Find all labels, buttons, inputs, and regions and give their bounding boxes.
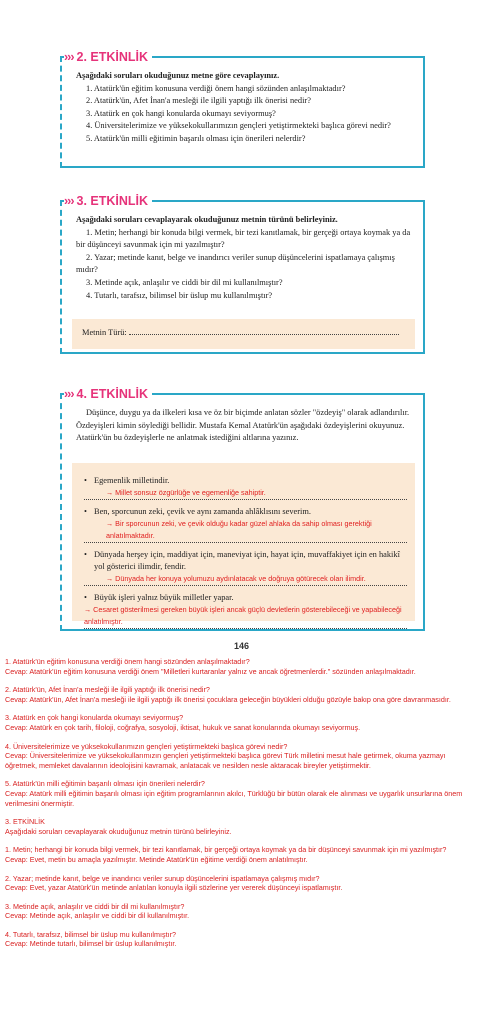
activity-3-body [76,214,413,302]
answer-text: Cevap: Atatürk milli eğitimin başarılı olması için eğitim programlarının akılcı, Türklüğü bir bütün olarak ele alınması ve uygarlık unsurlarına önem verilmesini önermiştir. [5,788,463,808]
question: 4. Tutarlı, tarafsız, bilimsel bir üslup mu kullanılmıştır? [86,290,273,300]
arrows-icon: ››› [64,194,74,208]
answer-question: 2. Yazar; metinde kanıt, belge ve inandırıcı veriler sunup düşüncelerini ispatlamaya çalışmış mıdır? [5,873,320,883]
question: 1. Atatürk'ün eğitim konusuna verdiği önem hangi sözünden anlaşılmaktadır? [86,83,346,93]
question: 3. Atatürk en çok hangi konularda okumayı seviyormuş? [86,108,276,118]
arrows-icon: ››› [64,50,74,64]
aphorism-panel [72,463,415,626]
question: 3. Metinde açık, anlaşılır ve ciddi bir dil mi kullanılmıştır? [86,277,283,287]
answer-question: 4. Üniversitelerimize ve yüksekokullarımızın gençleri yetiştirmekteki başlıca görevi nedir? [5,741,288,751]
aphorism-answer: → Bir sporcunun zeki, ve çevik olduğu kadar güzel ahlaka da sahip olması gerektiği anlatılmaktadır. [84,518,407,543]
answer-question: 3. Metinde açık, anlaşılır ve ciddi bir dil mi kullanılmıştır? [5,901,185,911]
aphorism-answer: → Millet sonsuz özgürlüğe ve egemenliğe sahiptir. [84,487,407,500]
activity-3-instruction: Aşağıdaki soruları cevaplayarak okuduğunuz metnin türünü belirleyiniz. [76,215,338,224]
answer-text: Cevap: Atatürk'ün eğitim konusuna verdiği önem "Milletleri kurtaranlar yalnız ve ancak öğretmenlerdir." sözünden anlaşılmaktadır. [5,666,416,676]
activity-2-box [60,50,425,168]
answer-instruction: Aşağıdaki soruları cevaplayarak okuduğunuz metnin türünü belirleyiniz. [5,826,232,836]
answer-question: 4. Tutarlı, tarafsız, bilimsel bir üslup mu kullanılmıştır? [5,929,176,939]
question: 5. Atatürk'ün milli eğitimin başarılı olması için önerileri nelerdir? [86,133,306,143]
answer-text: Cevap: Atatürk en çok tarih, filoloji, coğrafya, sosyoloji, iktisat, hukuk ve sanat konularında okumayı seviyormuş. [5,722,361,732]
aphorism-answer: → Cesaret gösterilmesi gereken büyük işleri ancak güçlü devletlerin gösterebileceği ve yapabileceği anlatılmıştır. [84,604,407,629]
activity-4-intro: Düşünce, duygu ya da ilkeleri kısa ve öz bir biçimde anlatan sözler "özdeyiş" olarak adlandırılır. Özdeyişleri kimin söylediği bellidir. Mustafa Kemal Atatürk'ün aşağıdaki özdeyişlerini okuyunuz. Atatürk'ün bu özdeyişlerle ne anlatmak istediğini altlarına yazınız. [76,408,410,443]
answer-text: Cevap: Evet, yazar Atatürk'ün metinde anlatılan konuyla ilgili sözlerine yer vererek düşünceyi ispatlamıştır. [5,883,343,893]
answer-question: 3. Atatürk en çok hangi konularda okumayı seviyormuş? [5,713,184,723]
answer-text: Cevap: Üniversitelerimize ve yüksekokullarımızın gençleri yetiştirmekteki başlıca görevi Türk milletini mesut hale getirmek, okuma yazmayı öğretmek, memleket davalarının ideolojisini kavramak, anlatacak ve nesilden nesle aktaracak bireyler yetiştirmektir. [5,751,446,770]
aphorism-quote: • Egemenlik milletindir. [84,475,407,487]
aphorism-quote: • Dünyada herşey için, maddiyat için, maneviyat için, hayat için, muvaffakiyet için en hakikî yol gösterici ilimdir, fendir. [84,549,407,573]
answer-question: 1. Metin; herhangi bir konuda bilgi vermek, bir tezi kanıtlamak, bir gerçeği ortaya koymak ya da bir düşünceyi savunmak için mi yazılmıştır? [5,845,447,855]
aphorism-quote: • Ben, sporcunun zeki, çevik ve aynı zamanda ahlâklısını severim. [84,506,407,518]
answer-question: 1. Atatürk'ün eğitim konusuna verdiği önem hangi sözünden anlaşılmaktadır? [5,657,250,666]
answer-text: Cevap: Metinde tutarlı, bilimsel bir üslup kullanılmıştır. [5,939,177,949]
activity-2-title: ››› 2. ETKİNLİK [64,49,152,65]
activity-4-body [76,407,413,445]
question: 2. Atatürk'ün, Afet İnan'a mesleği ile ilgili yaptığı ilk önerisi nedir? [86,96,311,106]
answer-text: Cevap: Evet, metin bu amaçla yazılmıştır. Metinde Atatürk'ün eğitime verdiği önem anlatılmıştır. [5,854,308,864]
arrows-icon: ››› [64,387,74,401]
activity-4-title: ››› 4. ETKİNLİK [64,386,152,402]
question: 4. Üniversitelerimize ve yüksekokullarımızın gençleri yetiştirmekteki başlıca görevi nedir? [86,121,391,131]
activity-2-instruction: Aşağıdaki soruları okuduğunuz metne göre cevaplayınız. [76,71,280,80]
answer-key [5,657,478,949]
activity-4-box [60,387,425,631]
answer-text: Cevap: Atatürk'ün, Afet İnan'a mesleği ile ilgili yaptığı ilk önerisi çocuklara geleceğin büyükleri olduğu gözüyle bakıp ona göre davranmasıdır. [5,694,451,704]
answer-question: 5. Atatürk'ün milli eğitimin başarılı olması için önerileri nelerdir? [5,779,205,789]
text-type-label: Metnin Türü: [82,328,127,337]
text-type-field[interactable] [72,319,415,349]
text-type-dotted-line [129,334,399,335]
activity-3-title: ››› 3. ETKİNLİK [64,193,152,209]
answer-heading: 3. ETKİNLİK [5,817,45,827]
aphorism-quote: • Büyük işleri yalnız büyük milletler yapar. [84,592,407,604]
answer-question: 2. Atatürk'ün, Afet İnan'a mesleği ile ilgili yaptığı ilk önerisi nedir? [5,685,210,695]
question: 2. Yazar; metinde kanıt, belge ve inandırıcı veriler sunup düşüncelerini ispatlamaya çalışmış mıdır? [76,252,395,275]
aphorism-answer: → Dünyada her konuya yolumuzu aydınlatacak ve doğruya götürecek olan ilimdir. [84,573,407,586]
answer-text: Cevap: Metinde açık, anlaşılır ve ciddi bir dil kullanılmıştır. [5,911,190,921]
question: 1. Metin; herhangi bir konuda bilgi vermek, bir tezi kanıtlamak, bir gerçeği ortaya koymak ya da bir düşünceyi savunmak için mi yazılmıştır? [76,227,411,250]
activity-3-box [60,194,425,354]
activity-2-body [76,70,413,146]
page-number: 146 [233,641,250,651]
